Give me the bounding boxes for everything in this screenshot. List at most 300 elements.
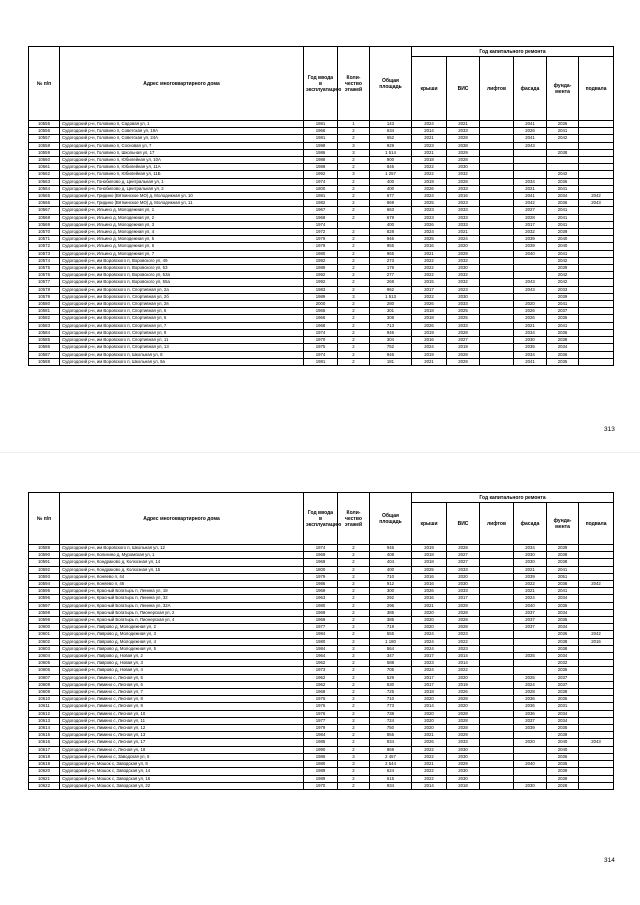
value-cell	[547, 142, 579, 149]
value-cell: 2	[338, 725, 370, 732]
value-cell: 2020	[514, 301, 547, 308]
value-cell: 2019	[447, 681, 480, 688]
value-cell	[579, 689, 614, 696]
table-row	[29, 293, 614, 300]
address-cell: Судогодский р-н, Красный Богатырь п, Ленина ул, 32	[60, 595, 304, 602]
table-row	[29, 746, 614, 753]
value-cell: 2023	[412, 214, 447, 221]
value-cell	[579, 293, 614, 300]
value-cell: 2033	[447, 128, 480, 135]
row-number-cell: 10578	[29, 286, 60, 293]
table-row	[29, 559, 614, 566]
value-cell: 1989	[304, 768, 338, 775]
value-cell: 2022	[412, 746, 447, 753]
header-area: Общая площадь	[370, 493, 412, 545]
value-cell: 2	[338, 552, 370, 559]
value-cell: 2020	[447, 703, 480, 710]
address-cell: Судогодский р-н, Лимино с, Лесная ул, 18	[60, 746, 304, 753]
address-cell: Судогодский р-н, Ильино д, Молодежная ул, 2	[60, 214, 304, 221]
value-cell: 869	[370, 200, 412, 207]
value-cell: 1981	[304, 358, 338, 365]
value-cell: 2	[338, 308, 370, 315]
table-row	[29, 674, 614, 681]
value-cell	[480, 243, 514, 250]
value-cell: 2	[338, 681, 370, 688]
value-cell: 2028	[447, 725, 480, 732]
header-facade: фасада	[514, 503, 547, 545]
value-cell: 181	[370, 358, 412, 365]
value-cell: 2026	[412, 185, 447, 192]
value-cell: 2022	[412, 265, 447, 272]
value-cell: 2 544	[370, 761, 412, 768]
value-cell: 2	[338, 573, 370, 580]
address-cell: Судогодский р-н, Мошок с, Заводская ул, 16	[60, 775, 304, 782]
value-cell: 2015	[412, 279, 447, 286]
value-cell	[579, 696, 614, 703]
value-cell: 2017	[447, 595, 480, 602]
table-row	[29, 753, 614, 760]
value-cell	[579, 595, 614, 602]
value-cell: 2019	[412, 351, 447, 358]
value-cell: 2035	[547, 602, 579, 609]
value-cell	[579, 725, 614, 732]
value-cell	[480, 149, 514, 156]
row-number-cell: 10599	[29, 617, 60, 624]
table-row	[29, 566, 614, 573]
row-number-cell: 10601	[29, 631, 60, 638]
value-cell	[514, 768, 547, 775]
value-cell	[480, 602, 514, 609]
value-cell: 2030	[514, 559, 547, 566]
address-cell: Судогодский р-н, Гонобилово д, Центральная ул, 1	[60, 178, 304, 185]
table-row	[29, 178, 614, 185]
value-cell: 1962	[304, 674, 338, 681]
row-number-cell: 10613	[29, 717, 60, 724]
value-cell	[579, 149, 614, 156]
value-cell: 280	[370, 301, 412, 308]
value-cell: 2022	[412, 293, 447, 300]
value-cell: 2	[338, 344, 370, 351]
value-cell: 2020	[412, 725, 447, 732]
value-cell: 2028	[447, 710, 480, 717]
value-cell	[480, 207, 514, 214]
address-cell: Судогодский р-н, им Воровского п, Спортивная ул, 7	[60, 322, 304, 329]
value-cell	[338, 221, 370, 228]
value-cell: 2	[338, 279, 370, 286]
row-number-cell: 10587	[29, 351, 60, 358]
value-cell	[579, 717, 614, 724]
value-cell: 2040	[514, 761, 547, 768]
row-number-cell: 10618	[29, 753, 60, 760]
value-cell	[579, 559, 614, 566]
table-row	[29, 315, 614, 322]
address-cell: Судогодский р-н, Головино п, Советская ул, 19А	[60, 128, 304, 135]
table-row	[29, 588, 614, 595]
value-cell: 1986	[304, 581, 338, 588]
value-cell: 1984	[304, 732, 338, 739]
table-row	[29, 229, 614, 236]
value-cell: 2014	[412, 782, 447, 789]
value-cell: 2036	[547, 351, 579, 358]
value-cell: 2	[338, 667, 370, 674]
value-cell: 2025	[447, 315, 480, 322]
value-cell	[514, 732, 547, 739]
value-cell: 2036	[514, 696, 547, 703]
value-cell	[514, 257, 547, 264]
table-row	[29, 696, 614, 703]
value-cell: 2026	[412, 221, 447, 228]
table-row	[29, 581, 614, 588]
value-cell: 1989	[304, 775, 338, 782]
value-cell: 2024	[412, 193, 447, 200]
value-cell	[579, 358, 614, 365]
table-row	[29, 171, 614, 178]
value-cell	[579, 337, 614, 344]
value-cell: 2028	[447, 696, 480, 703]
address-cell: Судогодский р-н, Гридино (Вяткинское МО) д, Молодежная ул, 10	[60, 193, 304, 200]
value-cell	[480, 581, 514, 588]
address-cell: Судогодский р-н, Кольчино д, Муромская ул, 1	[60, 552, 304, 559]
value-cell: 2037	[547, 681, 579, 688]
value-cell: 2027	[447, 552, 480, 559]
value-cell: 724	[370, 717, 412, 724]
value-cell: 2043	[514, 142, 547, 149]
value-cell: 2040	[547, 746, 579, 753]
address-cell: Судогодский р-н, Головино п, Юбилейная ул, 11Б	[60, 171, 304, 178]
address-cell: Судогодский р-н, Лаврово д, Новая ул, 4	[60, 667, 304, 674]
value-cell: 2041	[547, 221, 579, 228]
table-row	[29, 645, 614, 652]
value-cell: 385	[370, 609, 412, 616]
value-cell: 529	[370, 674, 412, 681]
value-cell: 2043	[514, 286, 547, 293]
address-cell: Судогодский р-н, им Воровского п, Спортивная ул, 11	[60, 337, 304, 344]
address-cell: Судогодский р-н, Лимино с, Лесная ул, 5	[60, 674, 304, 681]
address-cell: Судогодский р-н, Лимино с, Лесная ул, 9	[60, 703, 304, 710]
value-cell	[480, 617, 514, 624]
value-cell	[579, 351, 614, 358]
table-row	[29, 193, 614, 200]
value-cell	[480, 761, 514, 768]
value-cell: 2	[338, 337, 370, 344]
value-cell: 2041	[547, 588, 579, 595]
value-cell: 1974	[304, 329, 338, 336]
value-cell	[480, 681, 514, 688]
value-cell: 2019	[412, 178, 447, 185]
value-cell: 2033	[447, 221, 480, 228]
value-cell: 2023	[447, 286, 480, 293]
table-row	[29, 717, 614, 724]
value-cell: 855	[370, 732, 412, 739]
value-cell: 2	[338, 602, 370, 609]
value-cell: 2030	[514, 552, 547, 559]
value-cell: 2000	[304, 301, 338, 308]
value-cell: 2042	[547, 171, 579, 178]
row-number-cell: 10555	[29, 121, 60, 128]
value-cell: 3	[338, 753, 370, 760]
value-cell	[480, 329, 514, 336]
value-cell	[579, 710, 614, 717]
value-cell: 2023	[447, 200, 480, 207]
value-cell	[579, 272, 614, 279]
value-cell: 2042	[579, 631, 614, 638]
value-cell: 2037	[547, 674, 579, 681]
value-cell: 1990	[304, 746, 338, 753]
value-cell: 2028	[447, 178, 480, 185]
value-cell	[480, 200, 514, 207]
address-cell: Судогодский р-н, им Воровского п, Спортивная ул, 2б	[60, 293, 304, 300]
table-row	[29, 214, 614, 221]
row-number-cell: 10560	[29, 157, 60, 164]
table-row	[29, 200, 614, 207]
header-year: Год ввода в эксплуатацию	[304, 493, 338, 545]
row-number-cell: 10608	[29, 681, 60, 688]
value-cell: 2038	[547, 149, 579, 156]
value-cell: 946	[370, 236, 412, 243]
value-cell: 2023	[412, 142, 447, 149]
table-row	[29, 638, 614, 645]
value-cell	[480, 286, 514, 293]
row-number-cell: 10607	[29, 674, 60, 681]
value-cell: 2026	[412, 739, 447, 746]
value-cell: 2030	[514, 782, 547, 789]
row-number-cell: 10620	[29, 768, 60, 775]
value-cell	[480, 308, 514, 315]
value-cell: 2033	[447, 207, 480, 214]
value-cell	[480, 725, 514, 732]
value-cell	[514, 638, 547, 645]
row-number-cell: 10557	[29, 135, 60, 142]
value-cell: 2 457	[370, 753, 412, 760]
value-cell: 179	[370, 265, 412, 272]
value-cell	[579, 236, 614, 243]
row-number-cell: 10589	[29, 545, 60, 552]
value-cell	[480, 595, 514, 602]
value-cell: 2034	[514, 351, 547, 358]
value-cell: 2	[338, 645, 370, 652]
value-cell: 2034	[514, 545, 547, 552]
page-number: 313	[604, 426, 615, 433]
value-cell: 2038	[547, 645, 579, 652]
row-number-cell: 10556	[29, 128, 60, 135]
value-cell	[579, 301, 614, 308]
value-cell	[514, 293, 547, 300]
table-row	[29, 185, 614, 192]
row-number-cell: 10615	[29, 732, 60, 739]
value-cell: 2033	[447, 588, 480, 595]
value-cell: 750	[370, 725, 412, 732]
value-cell	[480, 653, 514, 660]
value-cell: 2	[338, 229, 370, 236]
value-cell: 2020	[412, 617, 447, 624]
value-cell: 1962	[304, 681, 338, 688]
value-cell: 2022	[412, 768, 447, 775]
value-cell: 2016	[579, 638, 614, 645]
header-repair-group: Год капитального ремонта	[412, 47, 614, 57]
address-cell: Судогодский р-н, Гонобилово д, Центральная ул, 2	[60, 185, 304, 192]
value-cell	[579, 265, 614, 272]
value-cell	[579, 128, 614, 135]
value-cell: 2014	[412, 128, 447, 135]
header-lifts: лифтов	[480, 503, 514, 545]
table-row	[29, 358, 614, 365]
value-cell	[514, 149, 547, 156]
value-cell: 2041	[514, 358, 547, 365]
value-cell: 2017	[412, 653, 447, 660]
row-number-cell: 10603	[29, 645, 60, 652]
value-cell	[579, 329, 614, 336]
header-repair-group: Год капитального ремонта	[412, 493, 614, 503]
address-cell: Судогодский р-н, Мошок с, Заводская ул, 22	[60, 782, 304, 789]
value-cell	[480, 221, 514, 228]
row-number-cell: 10602	[29, 638, 60, 645]
table-row	[29, 775, 614, 782]
value-cell	[579, 753, 614, 760]
value-cell: 2032	[514, 229, 547, 236]
value-cell: 555	[370, 631, 412, 638]
table-body	[29, 121, 614, 366]
value-cell	[480, 265, 514, 272]
value-cell: 2028	[447, 717, 480, 724]
value-cell: 268	[370, 279, 412, 286]
value-cell: 2	[338, 358, 370, 365]
value-cell: 2024	[412, 121, 447, 128]
value-cell: 2021	[412, 250, 447, 257]
value-cell	[480, 696, 514, 703]
value-cell: 2	[338, 674, 370, 681]
table-row	[29, 157, 614, 164]
value-cell: 1989	[304, 293, 338, 300]
value-cell: 2019	[412, 329, 447, 336]
value-cell: 2034	[547, 609, 579, 616]
value-cell: 2038	[547, 552, 579, 559]
value-cell: 2039	[514, 243, 547, 250]
value-cell	[480, 739, 514, 746]
row-number-cell: 10575	[29, 265, 60, 272]
value-cell: 2	[338, 739, 370, 746]
value-cell	[480, 559, 514, 566]
table-row	[29, 782, 614, 789]
value-cell	[480, 775, 514, 782]
value-cell: 2038	[547, 638, 579, 645]
value-cell: 1970	[304, 337, 338, 344]
value-cell: 2	[338, 638, 370, 645]
value-cell	[514, 775, 547, 782]
value-cell: 1979	[304, 573, 338, 580]
value-cell	[579, 768, 614, 775]
value-cell: 834	[370, 739, 412, 746]
value-cell: 2030	[447, 164, 480, 171]
value-cell: 2041	[514, 193, 547, 200]
value-cell	[579, 624, 614, 631]
address-cell: Судогодский р-н, Красный Богатырь п, Пионерская ул, 2	[60, 609, 304, 616]
table-row	[29, 595, 614, 602]
value-cell: 2024	[412, 645, 447, 652]
value-cell	[514, 171, 547, 178]
value-cell: 3	[338, 761, 370, 768]
value-cell	[480, 689, 514, 696]
address-cell: Судогодский р-н, Красный Богатырь п, Ленина ул, 32А	[60, 602, 304, 609]
address-cell: Судогодский р-н, Головино п, Сосновая ул, 7	[60, 142, 304, 149]
value-cell: 2039	[547, 229, 579, 236]
value-cell	[480, 358, 514, 365]
value-cell: 2039	[514, 725, 547, 732]
value-cell	[480, 545, 514, 552]
value-cell: 1992	[304, 272, 338, 279]
header-num: № п/п	[29, 47, 60, 121]
value-cell: 2	[338, 257, 370, 264]
value-cell: 2022	[447, 638, 480, 645]
value-cell: 2041	[547, 322, 579, 329]
value-cell: 2	[338, 559, 370, 566]
value-cell: 2014	[447, 660, 480, 667]
value-cell: 2034	[547, 653, 579, 660]
value-cell: 2037	[514, 617, 547, 624]
row-number-cell: 10582	[29, 315, 60, 322]
value-cell	[480, 703, 514, 710]
value-cell	[579, 653, 614, 660]
value-cell: 2019	[447, 344, 480, 351]
value-cell: 2037	[514, 609, 547, 616]
value-cell: 2	[338, 710, 370, 717]
value-cell: 2035	[547, 725, 579, 732]
address-cell: Судогодский р-н, Лаврово д, Молодежная ул, 5	[60, 645, 304, 652]
value-cell	[579, 221, 614, 228]
value-cell: 2036	[547, 121, 579, 128]
value-cell: 1966	[304, 128, 338, 135]
value-cell: 1974	[304, 178, 338, 185]
row-number-cell: 10586	[29, 344, 60, 351]
value-cell: 2042	[579, 581, 614, 588]
value-cell: 2032	[547, 660, 579, 667]
table-row	[29, 279, 614, 286]
value-cell: 1969	[304, 588, 338, 595]
value-cell: 2027	[447, 559, 480, 566]
value-cell	[480, 171, 514, 178]
row-number-cell: 10600	[29, 624, 60, 631]
value-cell: 2029	[447, 732, 480, 739]
value-cell	[480, 293, 514, 300]
row-number-cell: 10604	[29, 653, 60, 660]
value-cell: 1976	[304, 696, 338, 703]
value-cell: 1969	[304, 559, 338, 566]
value-cell	[480, 609, 514, 616]
value-cell: 2038	[547, 559, 579, 566]
value-cell: 2026	[514, 128, 547, 135]
address-cell: Судогодский р-н, Головино п, Садовая ул, 1	[60, 121, 304, 128]
address-cell: Судогодский р-н, Головино п, Юбилейная ул, 10А	[60, 157, 304, 164]
table-row	[29, 301, 614, 308]
value-cell: 2036	[547, 581, 579, 588]
value-cell: 3	[338, 171, 370, 178]
value-cell: 2037	[514, 717, 547, 724]
address-cell: Судогодский р-н, Красный Богатырь п, Ленина ул, 18	[60, 588, 304, 595]
value-cell: 738	[370, 710, 412, 717]
address-cell: Судогодский р-н, им Воровского п, Спортивная ул, 9	[60, 329, 304, 336]
value-cell: 1980	[304, 638, 338, 645]
value-cell: 300	[370, 588, 412, 595]
value-cell: 1968	[304, 214, 338, 221]
value-cell: 385	[370, 617, 412, 624]
value-cell: 1992	[304, 171, 338, 178]
value-cell	[480, 337, 514, 344]
table-row	[29, 617, 614, 624]
address-cell: Судогодский р-н, им Воровского п, Воровского ул, 53а	[60, 272, 304, 279]
value-cell	[480, 121, 514, 128]
value-cell: 912	[370, 581, 412, 588]
value-cell	[480, 344, 514, 351]
row-number-cell: 10576	[29, 272, 60, 279]
